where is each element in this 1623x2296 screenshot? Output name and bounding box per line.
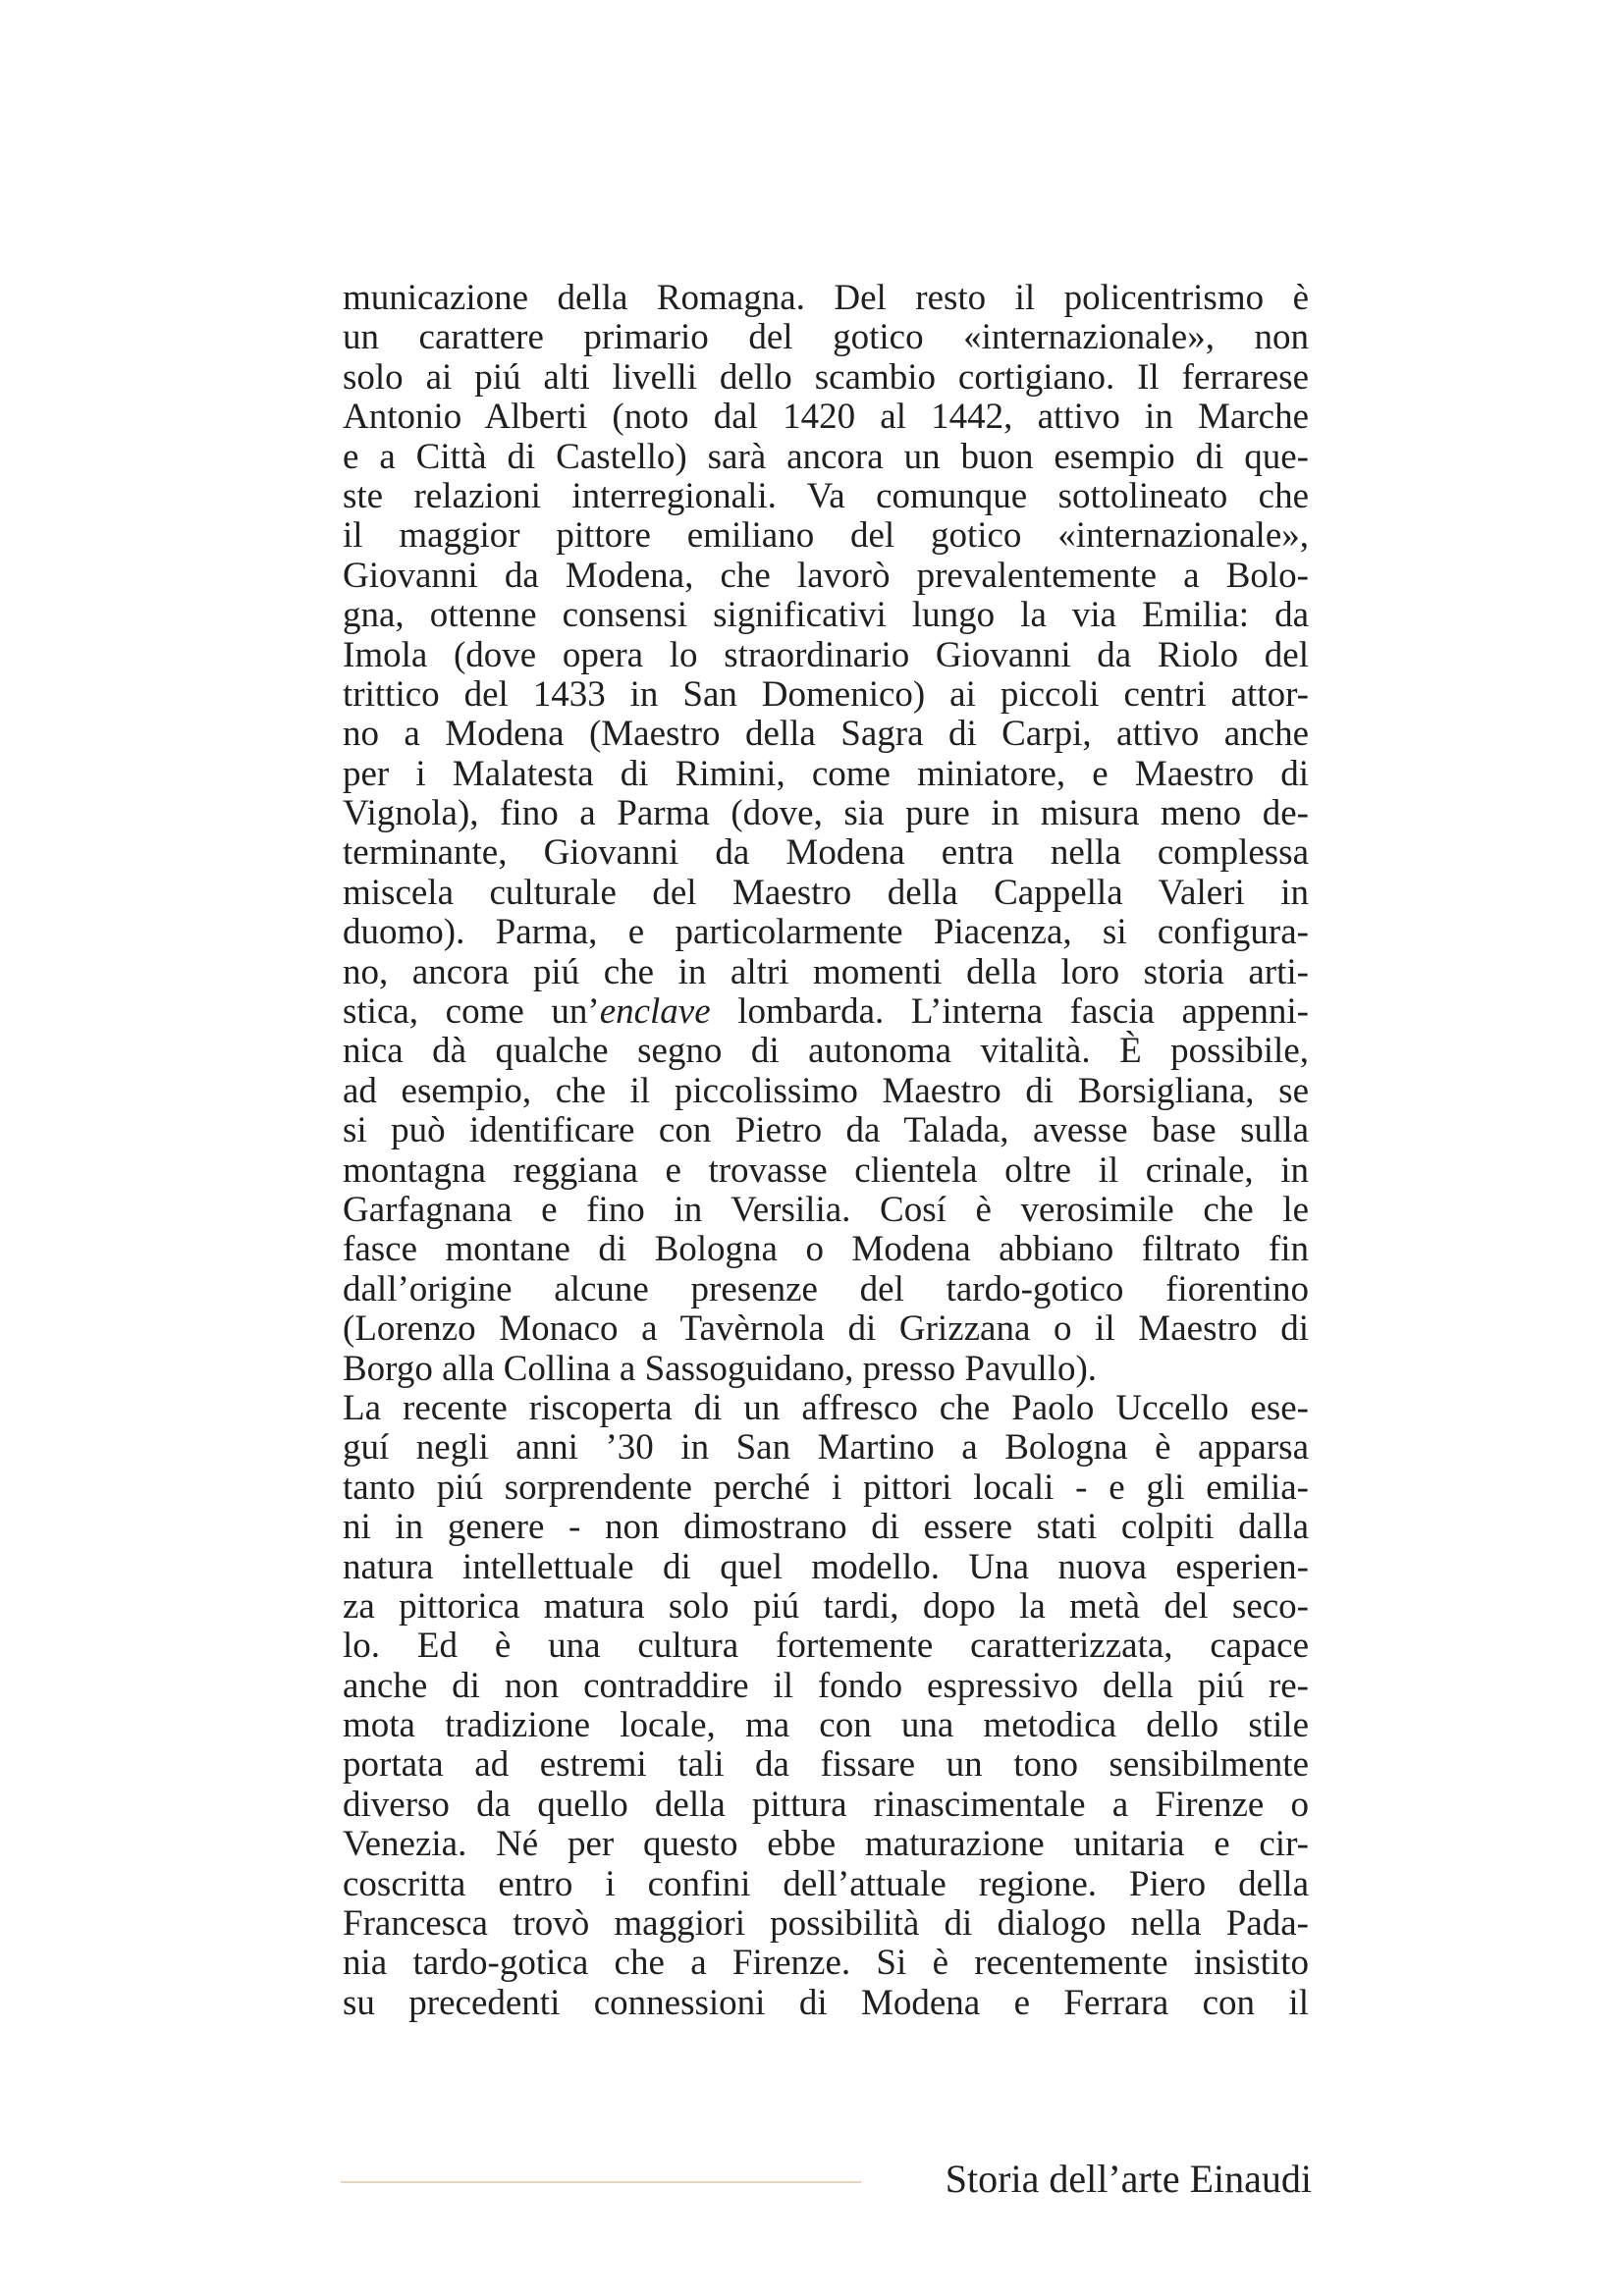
- text-line: miscela culturale del Maestro della Cappella Valeri in: [343, 872, 1309, 913]
- text-line: no a Modena (Maestro della Sagra di Carpi, attivo anche: [343, 714, 1309, 755]
- text-line: fasce montane di Bologna o Modena abbiano filtrato fin: [343, 1229, 1309, 1270]
- text-line: natura intellettuale di quel modello. Una nuova esperien-: [343, 1546, 1309, 1587]
- line-segment: lombarda. L’interna fascia appenni-: [710, 991, 1309, 1033]
- text-line: municazione della Romagna. Del resto il policentrismo è: [343, 278, 1309, 318]
- line-segment: stica, come un’: [343, 991, 600, 1033]
- text-line: Venezia. Né per questo ebbe maturazione unitaria e cir-: [343, 1824, 1309, 1865]
- text-line: montagna reggiana e trovasse clientela oltre il crinale, in: [343, 1149, 1309, 1191]
- text-line: un carattere primario del gotico «internazionale», non: [343, 317, 1309, 358]
- text-line: trittico del 1433 in San Domenico) ai piccoli centri attor-: [343, 673, 1309, 715]
- text-line: La recente riscoperta di un affresco che Paolo Uccello ese-: [343, 1387, 1309, 1428]
- text-line: tanto piú sorprendente perché i pittori locali - e gli emilia-: [343, 1467, 1309, 1508]
- text-line: il maggior pittore emiliano del gotico «internazionale»,: [343, 515, 1309, 557]
- text-line: anche di non contraddire il fondo espressivo della piú re-: [343, 1665, 1309, 1706]
- text-line: Vignola), fino a Parma (dove, sia pure in misura meno de-: [343, 793, 1309, 834]
- italic-term: enclave: [599, 991, 711, 1033]
- text-line: nia tardo-gotica che a Firenze. Si è recentemente insistito: [343, 1943, 1309, 1984]
- text-line: per i Malatesta di Rimini, come miniatore, e Maestro di: [343, 753, 1309, 794]
- text-line: terminante, Giovanni da Modena entra nella complessa: [343, 832, 1309, 874]
- text-line: duomo). Parma, e particolarmente Piacenza, si configura-: [343, 912, 1309, 953]
- text-line: (Lorenzo Monaco a Tavèrnola di Grizzana o il Maestro di: [343, 1308, 1309, 1350]
- text-line: ni in genere - non dimostrano di essere stati colpiti dalla: [343, 1507, 1309, 1548]
- text-line-with-italic: [343, 992, 1309, 1032]
- footer-title: Storia dell’arte Einaudi: [945, 2157, 1312, 2201]
- text-line: si può identificare con Pietro da Talada, avesse base sulla: [343, 1110, 1309, 1151]
- text-line: ad esempio, che il piccolissimo Maestro di Borsigliana, se: [343, 1070, 1309, 1111]
- body-text: [343, 279, 1309, 2023]
- text-line: Francesca trovò maggiori possibilità di dialogo nella Pada-: [343, 1903, 1309, 1945]
- text-line: nica dà qualche segno di autonoma vitalità. È possibile,: [343, 1031, 1309, 1072]
- footer-divider: [341, 2181, 861, 2183]
- text-line: Giovanni da Modena, che lavorò prevalentemente a Bolo-: [343, 555, 1309, 596]
- text-line: guí negli anni ’30 in San Martino a Bologna è apparsa: [343, 1427, 1309, 1468]
- text-line: solo ai piú alti livelli dello scambio cortigiano. Il ferrarese: [343, 356, 1309, 398]
- text-line: diverso da quello della pittura rinascimentale a Firenze o: [343, 1784, 1309, 1825]
- text-line: lo. Ed è una cultura fortemente caratterizzata, capace: [343, 1626, 1309, 1667]
- text-line: Antonio Alberti (noto dal 1420 al 1442, attivo in Marche: [343, 397, 1309, 438]
- text-line: portata ad estremi tali da fissare un tono sensibilmente: [343, 1744, 1309, 1786]
- text-line: dall’origine alcune presenze del tardo-gotico fiorentino: [343, 1268, 1309, 1309]
- text-line: gna, ottenne consensi significativi lungo la via Emilia: da: [343, 595, 1309, 636]
- text-line: e a Città di Castello) sarà ancora un buon esempio di que-: [343, 436, 1309, 477]
- text-line: no, ancora piú che in altri momenti della loro storia arti-: [343, 951, 1309, 992]
- text-line: ste relazioni interregionali. Va comunque sottolineato che: [343, 475, 1309, 516]
- text-line: su precedenti connessioni di Modena e Ferrara con il: [343, 1982, 1309, 2023]
- text-line: Garfagnana e fino in Versilia. Cosí è verosimile che le: [343, 1189, 1309, 1230]
- text-line: Imola (dove opera lo straordinario Giovanni da Riolo del: [343, 634, 1309, 675]
- text-line: mota tradizione locale, ma con una metodica dello stile: [343, 1705, 1309, 1746]
- text-line: Borgo alla Collina a Sassoguidano, presso Pavullo).: [343, 1348, 1098, 1389]
- text-line: coscritta entro i confini dell’attuale regione. Piero della: [343, 1863, 1309, 1904]
- text-line: za pittorica matura solo piú tardi, dopo la metà del seco-: [343, 1585, 1309, 1627]
